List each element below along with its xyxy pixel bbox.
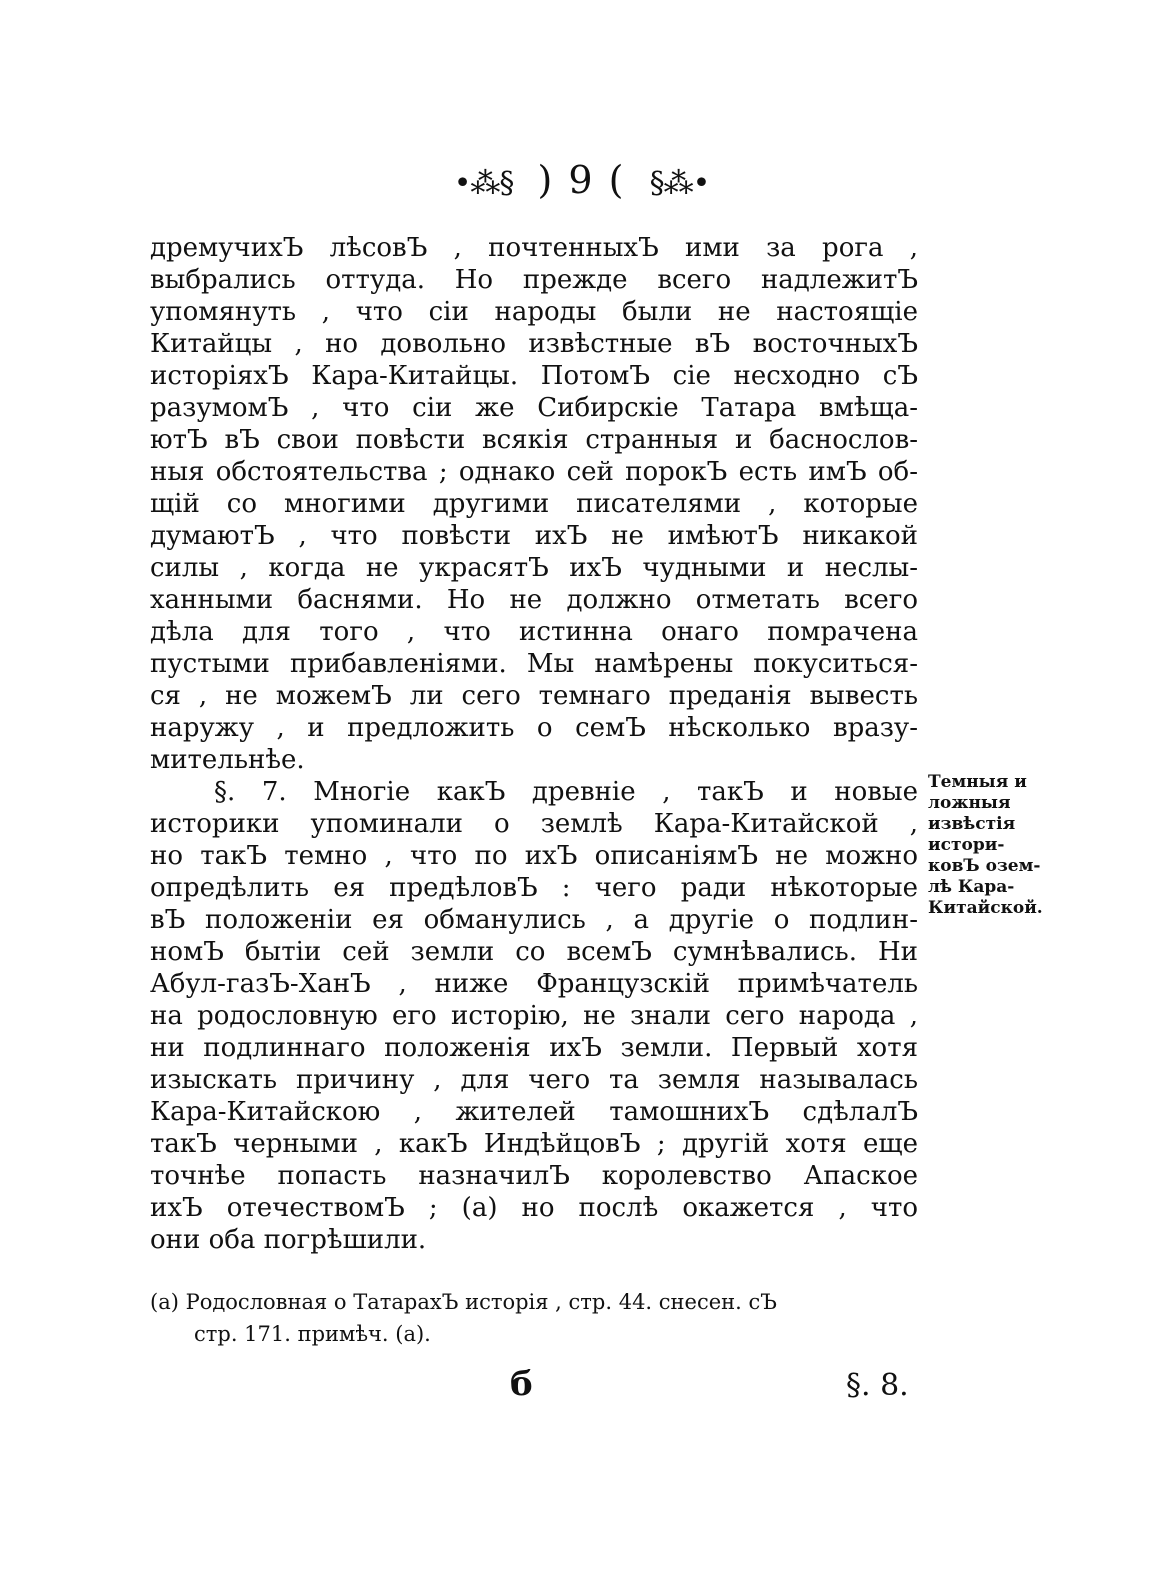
text-line: Абул-газЪ-ХанЪ , ниже Французскій примѣчатель bbox=[150, 969, 918, 999]
footnote-line: стр. 171. примѣч. (а). bbox=[194, 1322, 431, 1346]
footnote bbox=[150, 1286, 918, 1350]
text-line: изыскать причину , для чего та земля называлась bbox=[150, 1065, 918, 1095]
signature-mark: б bbox=[510, 1364, 533, 1404]
marginal-note-line: истори- bbox=[928, 835, 1005, 855]
marginal-note-line: Темныя и bbox=[928, 772, 1027, 792]
text-line: но такЪ темно , что по ихЪ описаніямЪ не можно bbox=[150, 841, 918, 871]
text-line: наружу , и предложить о семЪ нѣсколько вразу- bbox=[150, 713, 918, 743]
page-number: ) 9 ( bbox=[537, 158, 626, 202]
text-line: они оба погрѣшили. bbox=[150, 1225, 427, 1255]
text-line: Кара-Китайскою , жителей тамошнихЪ сдѣлалЪ bbox=[150, 1097, 918, 1127]
text-line: ханными баснями. Но не должно отметать всего bbox=[150, 585, 918, 615]
marginal-note-line: Китайской. bbox=[928, 898, 1043, 918]
running-header bbox=[0, 158, 1163, 206]
text-line: номЪ бытіи сей земли со всемЪ сумнѣвались. Ни bbox=[150, 937, 918, 967]
marginal-note bbox=[928, 772, 1053, 919]
text-line: ся , не можемЪ ли сего темнаго преданія вывесть bbox=[150, 681, 918, 711]
main-text bbox=[150, 232, 918, 1256]
marginal-note-line: извѣстія bbox=[928, 814, 1016, 834]
marginal-note-line: лѣ Кара- bbox=[928, 877, 1015, 897]
text-line: пустыми прибавленіями. Мы намѣрены покуситься- bbox=[150, 649, 918, 679]
text-line: ни подлиннаго положенія ихЪ земли. Первый хотя bbox=[150, 1033, 918, 1063]
footnote-line: (а) Родословная о ТатарахЪ исторія , стр. 44. снесен. сЪ bbox=[150, 1290, 777, 1314]
left-ornament: •⁂§ bbox=[453, 166, 514, 201]
catchword: §. 8. bbox=[846, 1368, 909, 1403]
text-line: дремучихЪ лѣсовЪ , почтенныхЪ ими за рога , bbox=[150, 233, 918, 263]
text-line: мительнѣе. bbox=[150, 745, 305, 775]
right-ornament: §⁂• bbox=[649, 166, 710, 201]
section-heading-line: §. 7. Многіе какЪ древніе , такЪ и новые bbox=[214, 777, 918, 807]
text-line: ютЪ вЪ свои повѣсти всякія странныя и баснослов- bbox=[150, 425, 918, 455]
text-line: исторіяхЪ Кара-Китайцы. ПотомЪ сіе несходно сЪ bbox=[150, 361, 918, 391]
marginal-note-line: ковЪ озем- bbox=[928, 856, 1041, 876]
text-line: вЪ положеніи ея обманулись , а другіе о подлин- bbox=[150, 905, 918, 935]
text-line: на родословную его исторію, не знали сего народа , bbox=[150, 1001, 918, 1031]
text-line: силы , когда не украсятЪ ихЪ чудными и неслы- bbox=[150, 553, 918, 583]
marginal-note-line: ложныя bbox=[928, 793, 1011, 813]
text-line: точнѣе попасть назначилЪ королевство Апаское bbox=[150, 1161, 918, 1191]
text-line: ихЪ отечествомЪ ; (а) но послѣ окажется , что bbox=[150, 1193, 918, 1223]
text-line: упомянуть , что сіи народы были не настоящіе bbox=[150, 297, 918, 327]
text-line: такЪ черными , какЪ ИндѣйцовЪ ; другій хотя еще bbox=[150, 1129, 918, 1159]
text-line: историки упоминали о землѣ Кара-Китайской , bbox=[150, 809, 918, 839]
text-line: ныя обстоятельства ; однако сей порокЪ есть имЪ об- bbox=[150, 457, 918, 487]
text-line: думаютЪ , что повѣсти ихЪ не имѣютЪ никакой bbox=[150, 521, 918, 551]
text-line: выбрались оттуда. Но прежде всего надлежитЪ bbox=[150, 265, 918, 295]
text-line: разумомЪ , что сіи же Сибирскіе Татара вмѣща- bbox=[150, 393, 918, 423]
text-line: Китайцы , но довольно извѣстные вЪ восточныхЪ bbox=[150, 329, 918, 359]
text-line: щій со многими другими писателями , которые bbox=[150, 489, 918, 519]
text-line: опредѣлить ея предѣловЪ : чего ради нѣкоторые bbox=[150, 873, 918, 903]
text-line: дѣла для того , что истинна онаго помрачена bbox=[150, 617, 918, 647]
